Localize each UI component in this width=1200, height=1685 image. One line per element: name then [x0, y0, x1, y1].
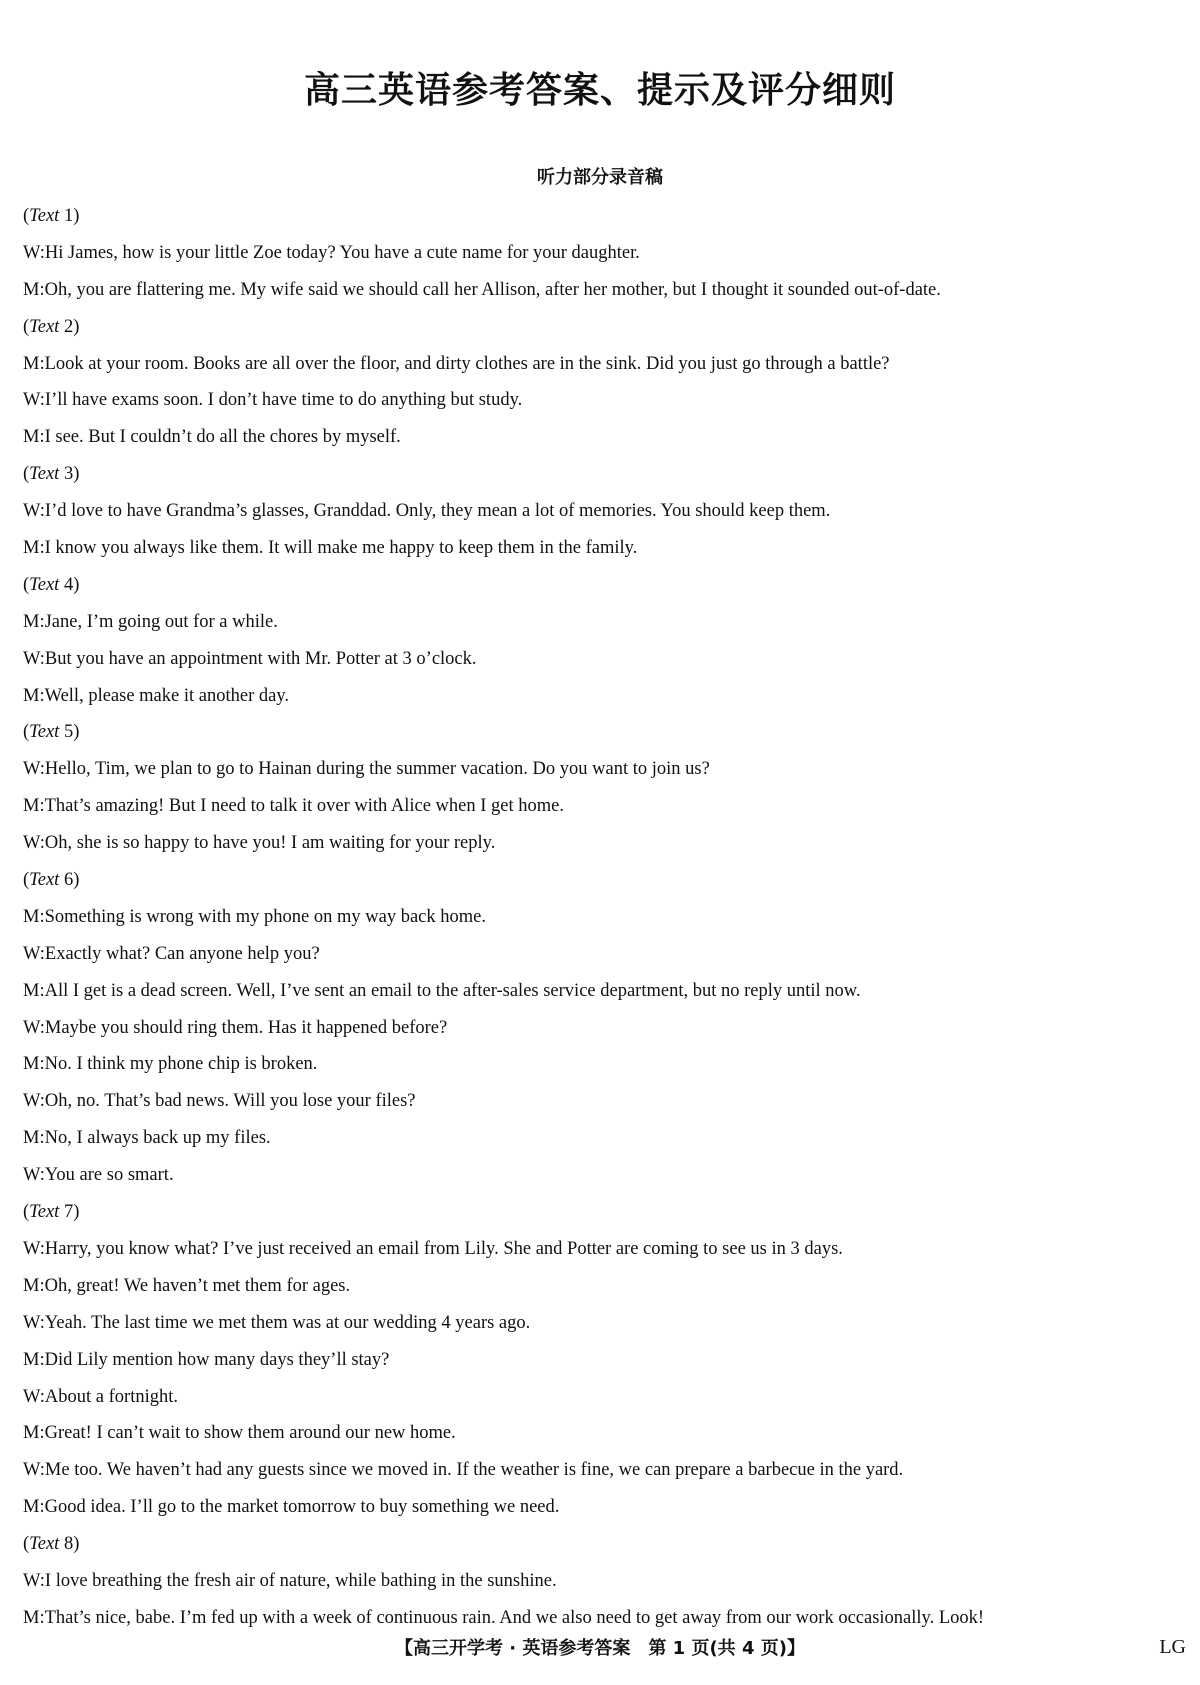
text-section-header: (Text 6) [23, 870, 80, 891]
dialogue-text: Oh, great! We haven’t met them for ages. [44, 1275, 351, 1296]
speaker-label: M [23, 1054, 40, 1075]
text-section-label: Text [29, 1202, 60, 1223]
dialogue-line: M:That’s amazing! But I need to talk it over with Alice when I get home. [23, 796, 564, 817]
speaker-label: M [23, 353, 40, 374]
speaker-label: M [23, 1607, 40, 1628]
dialogue-text: No. I think my phone chip is broken. [44, 1054, 318, 1075]
dialogue-line: W:Hi James, how is your little Zoe today? You have a cute name for your daughter. [23, 242, 640, 263]
dialogue-text: Well, please make it another day. [44, 685, 289, 706]
dialogue-line: W:Maybe you should ring them. Has it happened before? [23, 1017, 448, 1038]
dialogue-line: M:No, I always back up my files. [23, 1128, 271, 1149]
dialogue-line: W:I love breathing the fresh air of nature, while bathing in the sunshine. [23, 1570, 557, 1591]
page-footer: 【高三开学考 · 英语参考答案 第 1 页(共 4 页)】 [395, 1638, 805, 1659]
dialogue-line: M:All I get is a dead screen. Well, I’ve sent an email to the after-sales service department, but no reply until now. [23, 980, 861, 1001]
dialogue-text: I’d love to have Grandma’s glasses, Granddad. Only, they mean a lot of memories. You should keep them. [44, 501, 831, 522]
dialogue-line: M:Look at your room. Books are all over the floor, and dirty clothes are in the sink. Did you just go through a battle? [23, 353, 890, 374]
dialogue-line: W:Oh, she is so happy to have you! I am waiting for your reply. [23, 833, 496, 854]
section-title: 听力部分录音稿 [537, 167, 663, 188]
dialogue-text: Exactly what? Can anyone help you? [44, 943, 320, 964]
dialogue-line: M:Something is wrong with my phone on my way back home. [23, 906, 486, 927]
text-section-label: Text [29, 464, 60, 485]
text-section-header: (Text 8) [23, 1534, 80, 1555]
dialogue-text: Oh, you are flattering me. My wife said we should call her Allison, after her mother, but I thought it sounded out-of-date. [44, 279, 941, 300]
text-section-number: 7 [63, 1202, 74, 1223]
speaker-label: W [23, 390, 40, 411]
dialogue-line: W:Hello, Tim, we plan to go to Hainan during the summer vacation. Do you want to join us? [23, 759, 710, 780]
dialogue-text: Oh, no. That’s bad news. Will you lose your files? [44, 1091, 416, 1112]
text-section-number: 6 [63, 870, 74, 891]
dialogue-line: M:I know you always like them. It will make me happy to keep them in the family. [23, 538, 638, 559]
text-section-label: Text [29, 316, 60, 337]
dialogue-line: M:I see. But I couldn’t do all the chores by myself. [23, 427, 401, 448]
dialogue-text: No, I always back up my files. [44, 1128, 271, 1149]
dialogue-text: I see. But I couldn’t do all the chores by myself. [44, 427, 401, 448]
text-section-header: (Text 1) [23, 206, 80, 226]
dialogue-line: M:Oh, great! We haven’t met them for ages. [23, 1275, 351, 1296]
text-section-number: 8 [63, 1534, 74, 1555]
speaker-label: W [23, 1017, 40, 1038]
dialogue-text: Harry, you know what? I’ve just received an email from Lily. She and Potter are coming to see us in 3 days. [44, 1238, 843, 1259]
speaker-label: W [23, 833, 40, 854]
dialogue-line: M:Jane, I’m going out for a while. [23, 611, 278, 632]
dialogue-line: W:Exactly what? Can anyone help you? [23, 943, 320, 964]
dialogue-line: M:Well, please make it another day. [23, 685, 289, 706]
speaker-label: M [23, 538, 40, 559]
speaker-label: M [23, 685, 40, 706]
dialogue-text: I know you always like them. It will make me happy to keep them in the family. [44, 538, 638, 559]
speaker-label: W [23, 1386, 40, 1407]
speaker-label: M [23, 427, 40, 448]
dialogue-text: All I get is a dead screen. Well, I’ve sent an email to the after-sales service department, but no reply until now. [44, 980, 861, 1001]
dialogue-text: Good idea. I’ll go to the market tomorrow to buy something we need. [44, 1497, 560, 1518]
text-section-number: 2 [63, 316, 74, 337]
speaker-label: W [23, 501, 40, 522]
dialogue-line: W:Oh, no. That’s bad news. Will you lose your files? [23, 1091, 416, 1112]
dialogue-text: Hello, Tim, we plan to go to Hainan during the summer vacation. Do you want to join us? [44, 759, 710, 780]
speaker-label: W [23, 759, 40, 780]
dialogue-text: Great! I can’t wait to show them around our new home. [44, 1423, 456, 1444]
dialogue-line: W:Harry, you know what? I’ve just received an email from Lily. She and Potter are coming to see us in 3 days. [23, 1238, 843, 1259]
dialogue-text: But you have an appointment with Mr. Potter at 3 o’clock. [44, 648, 477, 669]
speaker-label: W [23, 1091, 40, 1112]
dialogue-text: Something is wrong with my phone on my way back home. [44, 906, 486, 927]
speaker-label: M [23, 279, 40, 300]
dialogue-text: Did Lily mention how many days they’ll stay? [44, 1349, 390, 1370]
dialogue-text: Oh, she is so happy to have you! I am waiting for your reply. [44, 833, 496, 854]
dialogue-line: M:Good idea. I’ll go to the market tomorrow to buy something we need. [23, 1497, 560, 1518]
speaker-label: W [23, 242, 40, 263]
dialogue-line: M:Oh, you are flattering me. My wife said we should call her Allison, after her mother, but I thought it sounded out-of-date. [23, 279, 941, 300]
speaker-label: W [23, 1165, 40, 1186]
dialogue-line: M:That’s nice, babe. I’m fed up with a week of continuous rain. And we also need to get away from our work occasionally. Look! [23, 1607, 985, 1628]
text-section-header: (Text 7) [23, 1202, 80, 1223]
text-section-number: 3 [63, 464, 74, 485]
dialogue-text: That’s nice, babe. I’m fed up with a week of continuous rain. And we also need to get away from our work occasionally. Look! [44, 1607, 985, 1628]
text-section-label: Text [29, 870, 60, 891]
dialogue-line: W:I’d love to have Grandma’s glasses, Granddad. Only, they mean a lot of memories. You should keep them. [23, 501, 831, 522]
text-section-header: (Text 3) [23, 464, 80, 485]
speaker-label: M [23, 1128, 40, 1149]
dialogue-line: W:But you have an appointment with Mr. Potter at 3 o’clock. [23, 648, 477, 669]
speaker-label: W [23, 1312, 40, 1333]
speaker-label: W [23, 943, 40, 964]
text-section-number: 1 [63, 206, 74, 226]
text-section-header: (Text 2) [23, 316, 80, 337]
dialogue-line: M:Did Lily mention how many days they’ll stay? [23, 1349, 390, 1370]
dialogue-line: W:Me too. We haven’t had any guests since we moved in. If the weather is fine, we can prepare a barbecue in the yard. [23, 1460, 904, 1481]
speaker-label: W [23, 1460, 40, 1481]
text-section-label: Text [29, 574, 60, 595]
dialogue-text: You are so smart. [44, 1165, 174, 1186]
page-code: LG [1159, 1636, 1186, 1658]
speaker-label: W [23, 1238, 40, 1259]
dialogue-text: That’s amazing! But I need to talk it over with Alice when I get home. [44, 796, 564, 817]
speaker-label: W [23, 648, 40, 669]
speaker-label: W [23, 1570, 40, 1591]
text-section-label: Text [29, 722, 60, 743]
dialogue-text: I love breathing the fresh air of nature, while bathing in the sunshine. [44, 1570, 557, 1591]
page-title: 高三英语参考答案、提示及评分细则 [303, 70, 896, 111]
transcript [23, 198, 1188, 1637]
dialogue-text: Jane, I’m going out for a while. [44, 611, 278, 632]
speaker-label: M [23, 1423, 40, 1444]
dialogue-line: M:No. I think my phone chip is broken. [23, 1054, 318, 1075]
dialogue-text: Look at your room. Books are all over the floor, and dirty clothes are in the sink. Did you just go through a battle? [44, 353, 890, 374]
text-section-number: 5 [63, 722, 74, 743]
speaker-label: M [23, 1349, 40, 1370]
text-section-label: Text [29, 1534, 60, 1555]
text-section-number: 4 [63, 574, 74, 595]
dialogue-line: W:You are so smart. [23, 1165, 174, 1186]
speaker-label: M [23, 611, 40, 632]
text-section-header: (Text 4) [23, 574, 80, 595]
speaker-label: M [23, 906, 40, 927]
speaker-label: M [23, 796, 40, 817]
speaker-label: M [23, 1497, 40, 1518]
dialogue-text: Maybe you should ring them. Has it happened before? [44, 1017, 448, 1038]
dialogue-line: W:About a fortnight. [23, 1386, 178, 1407]
dialogue-line: M:Great! I can’t wait to show them around our new home. [23, 1423, 456, 1444]
dialogue-text: Hi James, how is your little Zoe today? You have a cute name for your daughter. [44, 242, 640, 263]
dialogue-text: Me too. We haven’t had any guests since we moved in. If the weather is fine, we can prepare a barbecue in the yard. [44, 1460, 904, 1481]
dialogue-line: W:I’ll have exams soon. I don’t have time to do anything but study. [23, 390, 523, 411]
dialogue-text: Yeah. The last time we met them was at our wedding 4 years ago. [44, 1312, 531, 1333]
text-section-header: (Text 5) [23, 722, 80, 743]
dialogue-line: W:Yeah. The last time we met them was at our wedding 4 years ago. [23, 1312, 531, 1333]
dialogue-text: About a fortnight. [44, 1386, 178, 1407]
dialogue-text: I’ll have exams soon. I don’t have time to do anything but study. [44, 390, 523, 411]
speaker-label: M [23, 980, 40, 1001]
speaker-label: M [23, 1275, 40, 1296]
text-section-label: Text [29, 206, 60, 226]
